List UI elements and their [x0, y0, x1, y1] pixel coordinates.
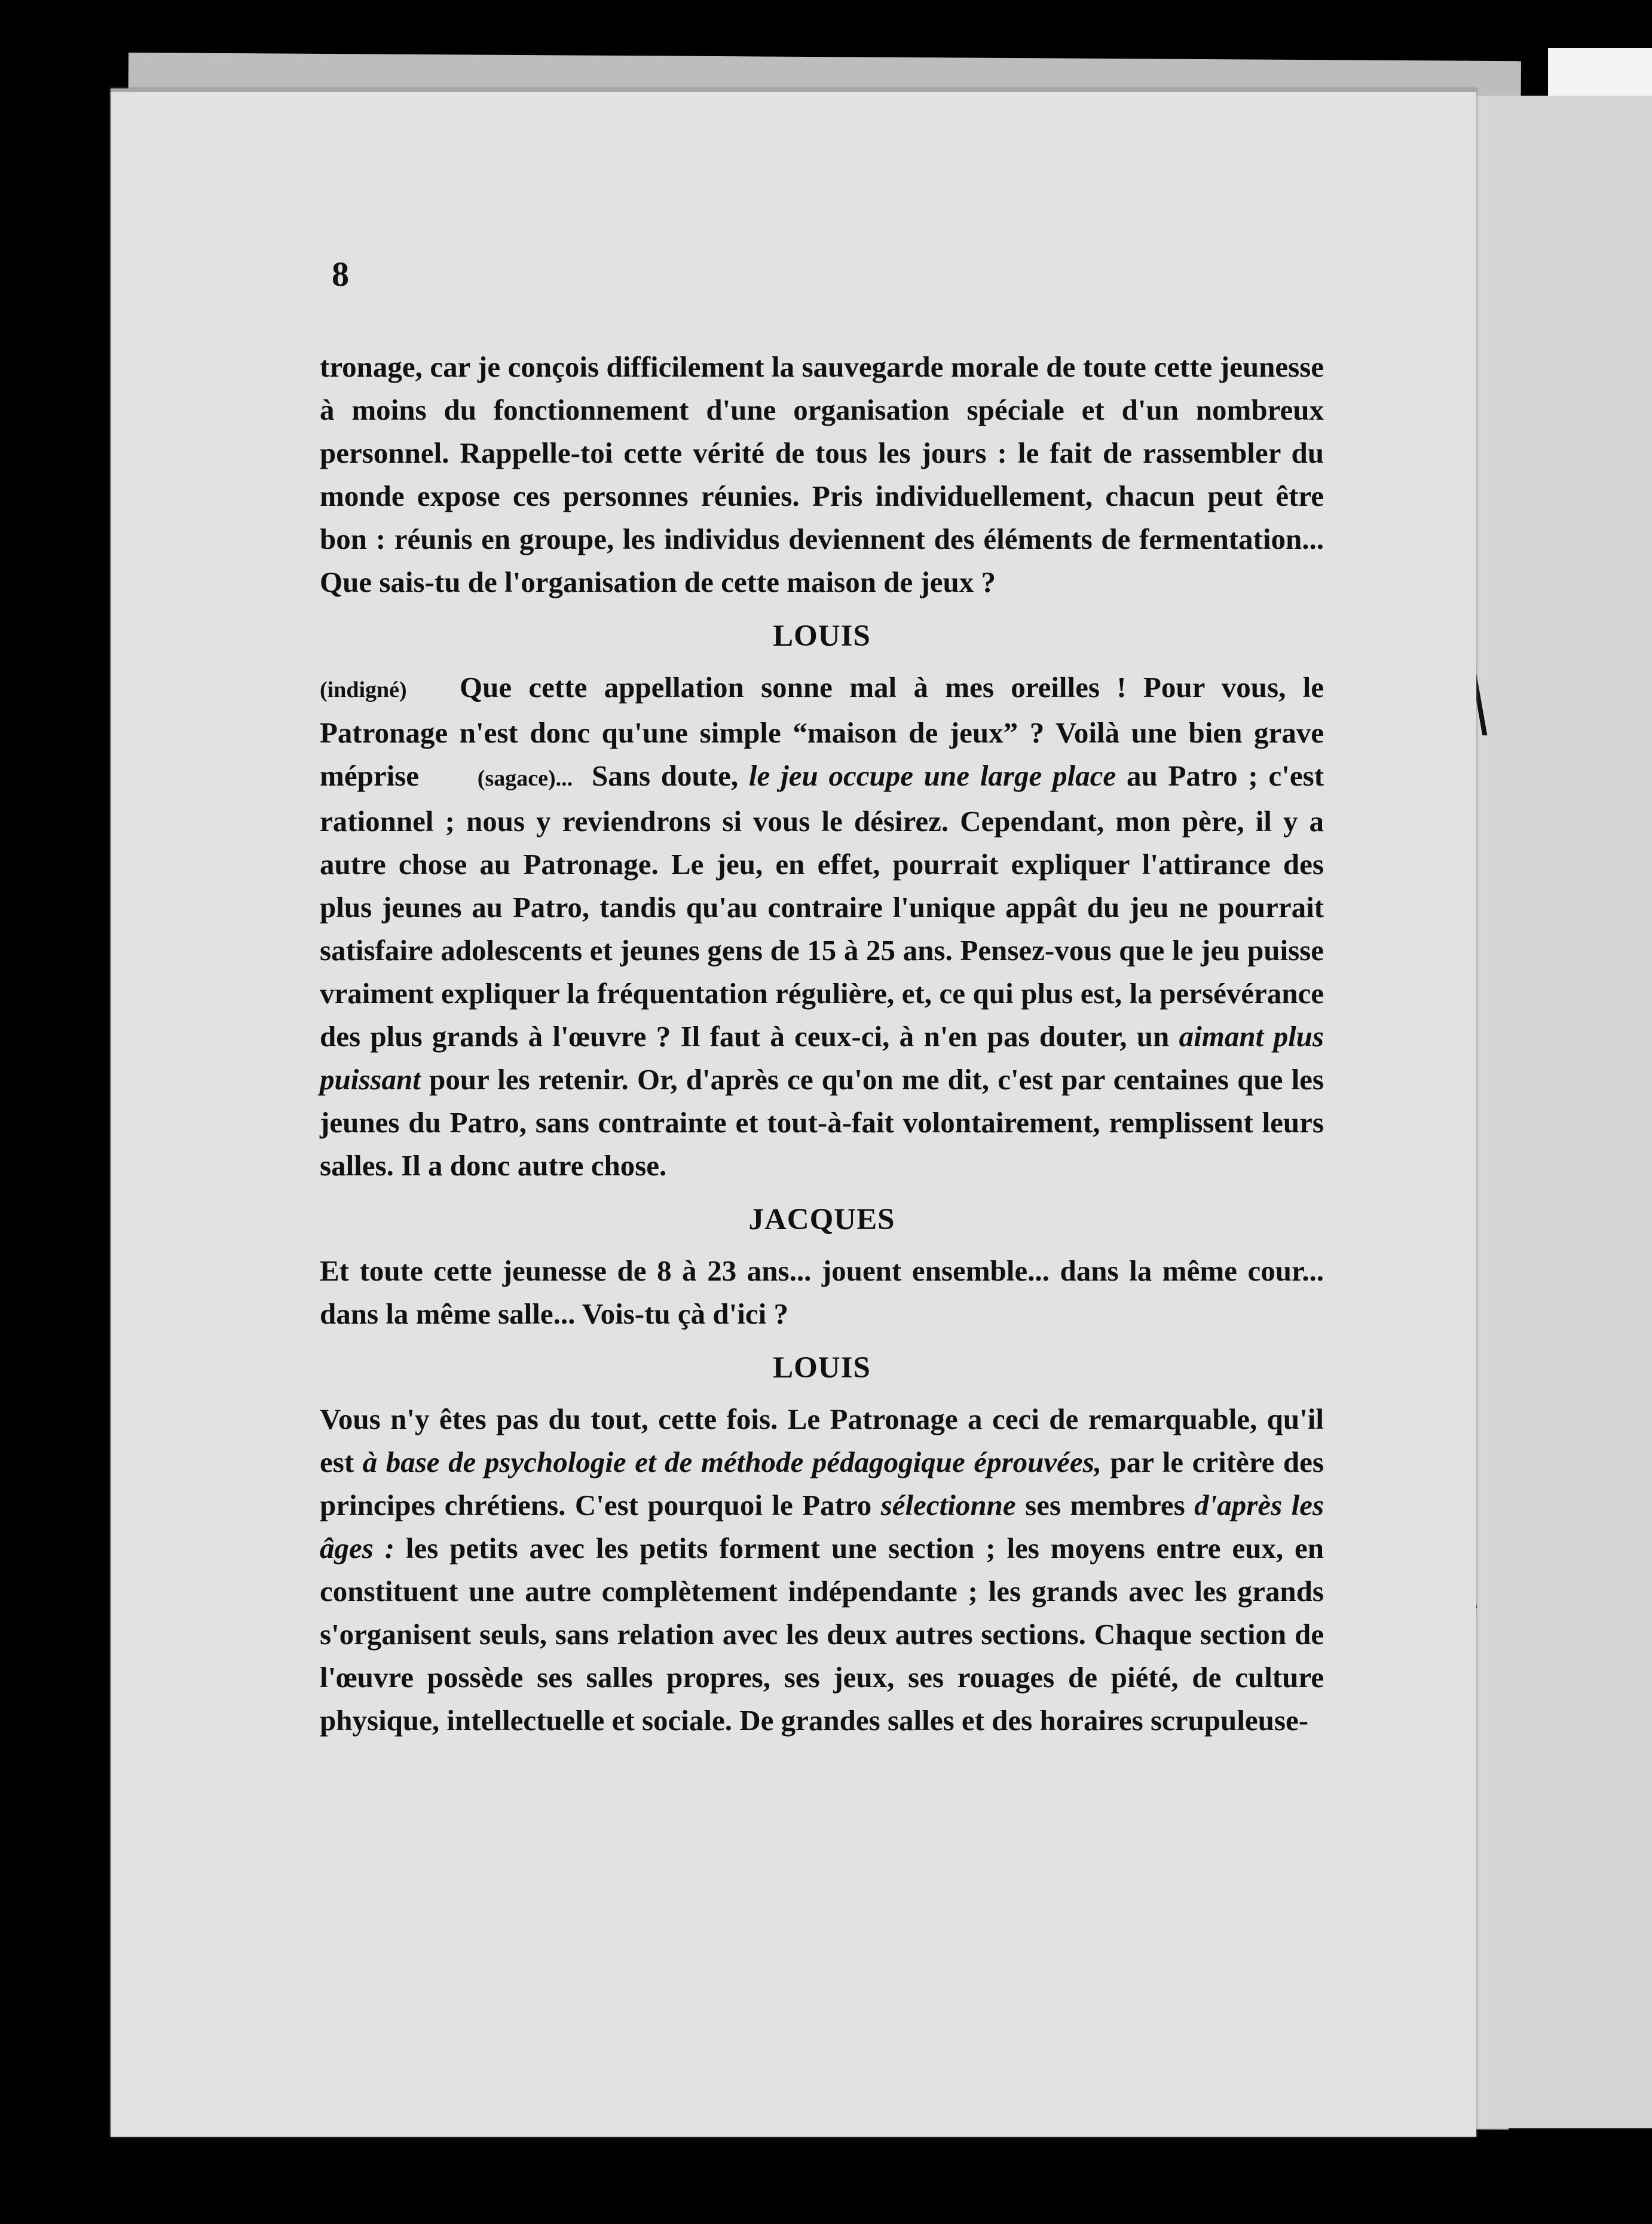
paragraph-2-text-a: Que cette appellation sonne mal à mes oreilles ! Pour vous, le Patronage n'est donc qu'une simple “maison de jeux” ? Voilà une bien grave méprise — [320, 671, 1324, 792]
scan-corner-strip — [1548, 48, 1652, 102]
paragraph-4-emphasis-3: d'après les âges : — [320, 1489, 1324, 1565]
paragraph-2-emphasis-1: le jeu occupe une large place — [748, 759, 1116, 792]
paragraph-4-emphasis-1: à base de psychologie et de méthode pédagogique éprouvées, — [362, 1446, 1102, 1478]
page-number: 8 — [332, 255, 349, 294]
page-body — [320, 346, 1324, 1742]
paragraph-4-text-d: les petits avec les petits forment une section ; les moyens entre eux, en constituent une autre complètement indépendante ; les grands avec les grands s'organisent seuls, sans relation avec les deux autres sections. Chaque section de l'œuvre possède ses salles propres, ses jeux, ses rouages de piété, de culture physique, intellectuelle et sociale. De grandes salles et des horaires scrupuleuse- — [320, 1532, 1324, 1737]
paragraph-2-text-b: Sans doute, — [591, 759, 739, 792]
paragraph-4-text-c: ses membres — [1025, 1489, 1185, 1522]
paragraph-1: tronage, car je conçois difficilement la sauvegarde morale de toute cette jeunesse à moins du fonctionnement d'une organisation spéciale et d'un nombreux personnel. Rappelle-toi cette vérité de tous les jours : le fait de rassembler du monde expose ces personnes réunies. Pris individuellement, chacun peut être bon : réunis en groupe, les individus deviennent des éléments de fermentation... Que sais-tu de l'organisation de cette maison de jeux ? — [320, 350, 1324, 598]
paragraph-3: Et toute cette jeunesse de 8 à 23 ans... jouent ensemble... dans la même cour... dans la même salle... Vois-tu çà d'ici ? — [320, 1254, 1324, 1330]
paragraph-2-text-c: au Patro ; c'est rationnel ; nous y reviendrons si vous le désirez. Cependant, mon père, il y a autre chose au Patronage. Le jeu, en effet, pourrait expliquer l'attirance des plus jeunes au Patro, tandis qu'au contraire l'unique appât du jeu ne pourrait satisfaire adolescents et jeunes gens de 15 à 25 ans. Pensez-vous que le jeu puisse vraiment expliquer la fréquentation régulière, et, ce qui plus est, la persévérance des plus grands à l'œuvre ? Il faut à ceux-ci, à n'en pas douter, un — [320, 759, 1324, 1053]
paragraph-4-emphasis-2: sélectionne — [880, 1489, 1016, 1522]
speaker-heading-louis: LOUIS — [773, 619, 871, 653]
stage-direction: (sagace)... — [477, 766, 573, 791]
speaker-heading-jacques: JACQUES — [748, 1203, 895, 1236]
speaker-heading-louis: LOUIS — [773, 1351, 871, 1385]
stage-direction: (indigné) — [320, 677, 407, 702]
paragraph-2 — [320, 666, 1324, 1187]
paragraph-2-text-d: pour les retenir. Or, d'après ce qu'on me dit, c'est par centaines que les jeunes du Patro, sans contrainte et tout-à-fait volontairement, remplissent leurs salles. Il a donc autre chose. — [320, 1063, 1324, 1182]
paragraph-2-emphasis-2: aimant plus puissant — [320, 1020, 1324, 1096]
paragraph-4-text-a: Vous n'y êtes pas du tout, cette fois. Le Patronage a ceci de remarquable, qu'il est — [320, 1403, 1324, 1478]
paragraph-4-text-b: par le critère des principes chrétiens. C'est pourquoi le Patro — [320, 1446, 1324, 1522]
paragraph-4 — [320, 1398, 1324, 1742]
adjacent-page — [1471, 96, 1652, 2128]
